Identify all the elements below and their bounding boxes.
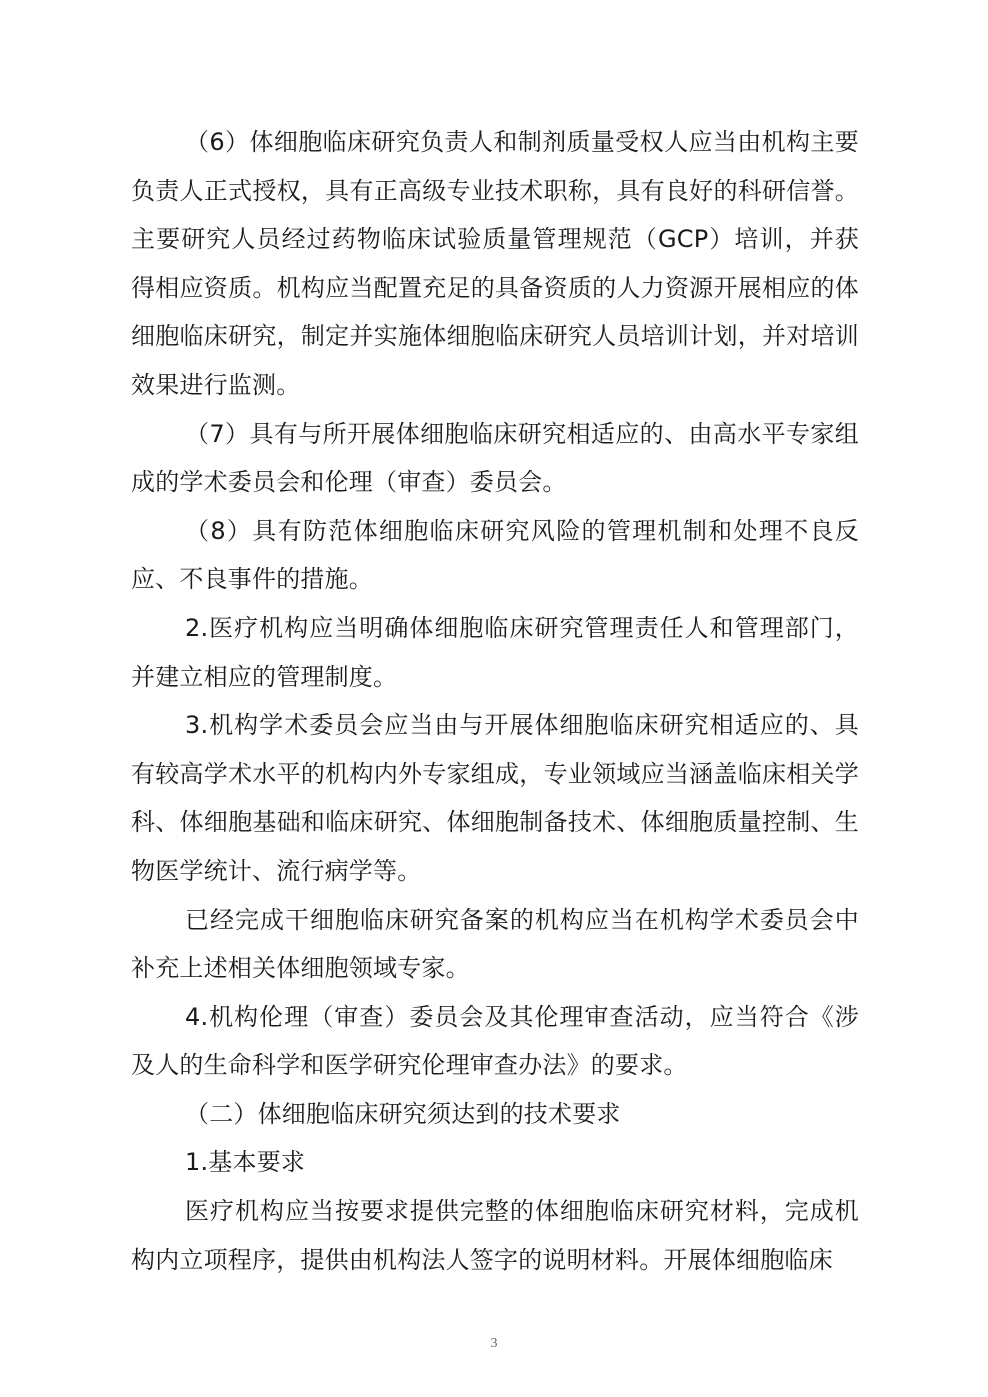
paragraph-basic-requirements: 医疗机构应当按要求提供完整的体细胞临床研究材料，完成机构内立项程序，提供由机构法人签字的说明材料。开展体细胞临床 — [131, 1197, 859, 1274]
paragraph-4-ethics-committee: 4.机构伦理（审查）委员会及其伦理审查活动，应当符合《涉及人的生命科学和医学研究伦理审查办法》的要求。 — [131, 1002, 859, 1080]
paragraph-7-committees: （7）具有与所开展体细胞临床研究相适应的、由高水平专家组成的学术委员会和伦理（审查）委员会。 — [131, 419, 859, 497]
page-number: 3 — [490, 1336, 498, 1351]
paragraph-8-risk-management: （8）具有防范体细胞临床研究风险的管理机制和处理不良反应、不良事件的措施。 — [131, 516, 859, 594]
paragraph-stem-cell-supplement: 已经完成干细胞临床研究备案的机构应当在机构学术委员会中补充上述相关体细胞领域专家。 — [131, 905, 859, 983]
paragraph-2-management-responsibility: 2.医疗机构应当明确体细胞临床研究管理责任人和管理部门，并建立相应的管理制度。 — [131, 613, 859, 691]
paragraph-6-research-leader: （6）体细胞临床研究负责人和制剂质量受权人应当由机构主要负责人正式授权，具有正高级专业技术职称，具有良好的科研信誉。主要研究人员经过药物临床试验质量管理规范（GCP）培训，并获得相应资质。机构应当配置充足的具备资质的人力资源开展相应的体细胞临床研究，制定并实施体细胞临床研究人员培训计划，并对培训效果进行监测。 — [131, 128, 859, 399]
paragraph-3-academic-committee: 3.机构学术委员会应当由与开展体细胞临床研究相适应的、具有较高学术水平的机构内外专家组成，专业领域应当涵盖临床相关学科、体细胞基础和临床研究、体细胞制备技术、体细胞质量控制、生物医学统计、流行病学等。 — [131, 711, 859, 885]
section-heading-technical-requirements: （二）体细胞临床研究须达到的技术要求 — [185, 1099, 621, 1128]
document-body — [131, 118, 859, 1284]
subheading-basic-requirements: 1.基本要求 — [185, 1148, 306, 1177]
